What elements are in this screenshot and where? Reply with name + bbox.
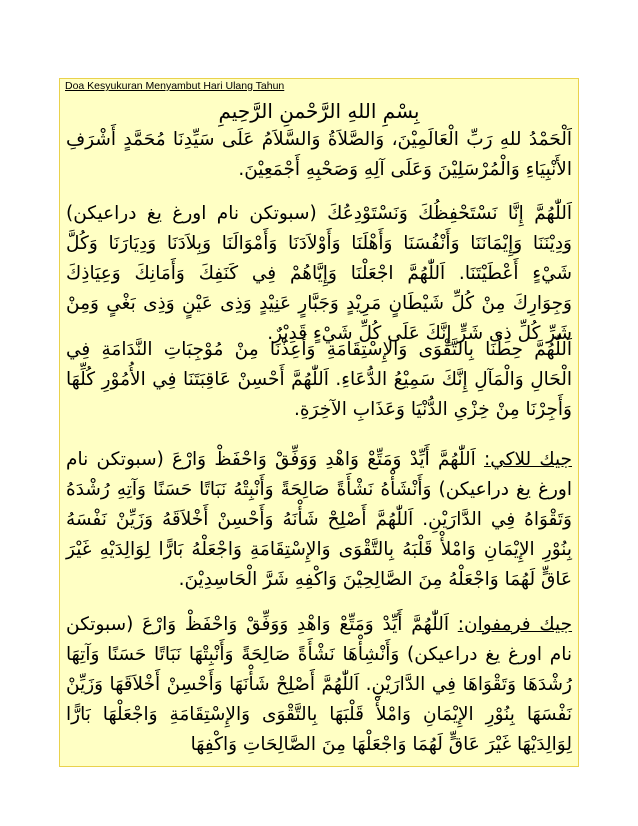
steadfastness-paragraph: اَللّٰهُمَّ حِطْنَا بِالتَّقْوَى وَالإِسْتِقَامَةِ وَأَعِذْنَا مِنْ مُوْجِبَاتِ النَّدَامَةِ فِي الْحَالِ وَالْمَآلِ إِنَّكَ سَمِيْعُ الدُّعَاءِ. اَللّٰهُمَّ أَحْسِنْ عَاقِبَتَنَا فِي الأُمُوْرِ كُلِّهَا وَأَجِرْنَا مِنْ خِزْىِ الدُّنْيَا وَعَذَابِ الآخِرَةِ. (66, 339, 572, 420)
girl-prayer-text: اَللّٰهُمَّ أَيِّدْ وَمَتِّعْ وَاهْدِ وَوَفِّقْ وَاحْفَظْ وَارْعَ (سبوتكن نام اورغ يغ دراعيكن) وَأَنْشِأْهَا نَشْأَةً صَالِحَةً وَأَنْبِتْهَا نَبَاتًا حَسَنًا وَآتِهَا رُشْدَهَا وَتَقْوَاهَا فِي الدَّارَيْنِ. اَللّٰهُمَّ أَصْلِحْ شَأْنَهَا وَأَحْسِنْ أَخْلاَقَهَا وَزَيِّنْ نَفْسَهَا بِنُوْرِ الإِيْمَانِ وَامْلأْ قَلْبَهَا بِالتَّقْوَى وَالإِسْتِقَامَةِ وَاجْعَلْهَا بَارًّا لِوَالِدَيْهَا غَيْرَ عَاقٍّ لَهُمَا وَاجْعَلْهَا مِنَ الصَّالِحَاتِ وَاكْفِهَا (66, 614, 572, 755)
boy-prayer-label: جيك للاکي: (484, 449, 572, 470)
document-page (59, 78, 579, 767)
basmalah-heading: بِسْمِ اللهِ الرَّحْمنِ الرَّحِيمِ (218, 99, 420, 123)
document-title: Doa Kesyukuran Menyambut Hari Ulang Tahun (65, 80, 285, 92)
protection-paragraph: اَللّٰهُمَّ إِنَّا نَسْتَحْفِظُكَ وَنَسْتَوْدِعُكَ (سبوتكن نام اورغ يغ دراعيكن) وَدِيْنَنَا وَإِيْمَانَنَا وَأَنْفُسَنَا وَأَهْلَنَا وَأَوْلاَدَنَا وَأَمْوَالَنَا وَبِلاَدَنَا وَدِيَارَنَا وَكُلَّ شَيْءٍ أَعْطَيْتَنَا. اَللّٰهُمَّ اجْعَلْنَا وَإِيَّاهُمْ فِي كَنَفِكَ وَأَمَانِكَ وَعِيَاذِكَ وَجِوَارِكَ مِنْ كُلِّ شَيْطَانٍ مَرِيْدٍ وَجَبَّارٍ عَنِيْدٍ وَذِى عَيْنٍ وَذِى بَغْىٍ وَمِنْ شَرِّ كُلِّ ذِى شَرٍّ إِنَّكَ عَلَى كُلِّ شَيْءٍ قَدِيْرٌ. (66, 203, 572, 344)
girl-prayer-paragraph (66, 610, 572, 764)
girl-prayer-label: جيك فرمفوان: (457, 614, 573, 635)
boy-prayer-paragraph (66, 445, 572, 599)
opening-paragraph: اَلْحَمْدُ للهِ رَبِّ الْعَالَمِيْنَ، وَالصَّلاَةُ وَالسَّلاَمُ عَلَى سَيِّدِنَا مُحَمَّدٍ أَشْرَفِ الأَنْبِيَاءِ وَالْمُرْسَلِيْنَ وَعَلَى آلِهِ وَصَحْبِهِ أَجْمَعِيْنَ. (66, 129, 572, 180)
boy-prayer-text: اَللّٰهُمَّ أَيِّدْ وَمَتِّعْ وَاهْدِ وَوَفِّقْ وَاحْفَظْ وَارْعَ (سبوتكن نام اورغ يغ دراعيكن) وَأَنْشَأْهُ نَشْأَةً صَالِحَةً وَأَنْبِتْهُ نَبَاتًا حَسَنًا وَآتِهِ رُشْدَهُ وَتَقْوَاهُ فِي الدَّارَيْنِ. اَللّٰهُمَّ أَصْلِحْ شَأْنَهُ وَأَحْسِنْ أَخْلاَقَهُ وَزَيِّنْ نَفْسَهُ بِنُوْرِ الإِيْمَانِ وَامْلأْ قَلْبَهُ بِالتَّقْوَى وَالإِسْتِقَامَةِ وَاجْعَلْهُ بَارًّا لِوَالِدَيْهِ غَيْرَ عَاقٍّ لَهُمَا وَاجْعَلْهُ مِنَ الصَّالِحِيْنَ وَاكْفِهِ شَرَّ الْحَاسِدِيْنَ. (66, 449, 572, 590)
